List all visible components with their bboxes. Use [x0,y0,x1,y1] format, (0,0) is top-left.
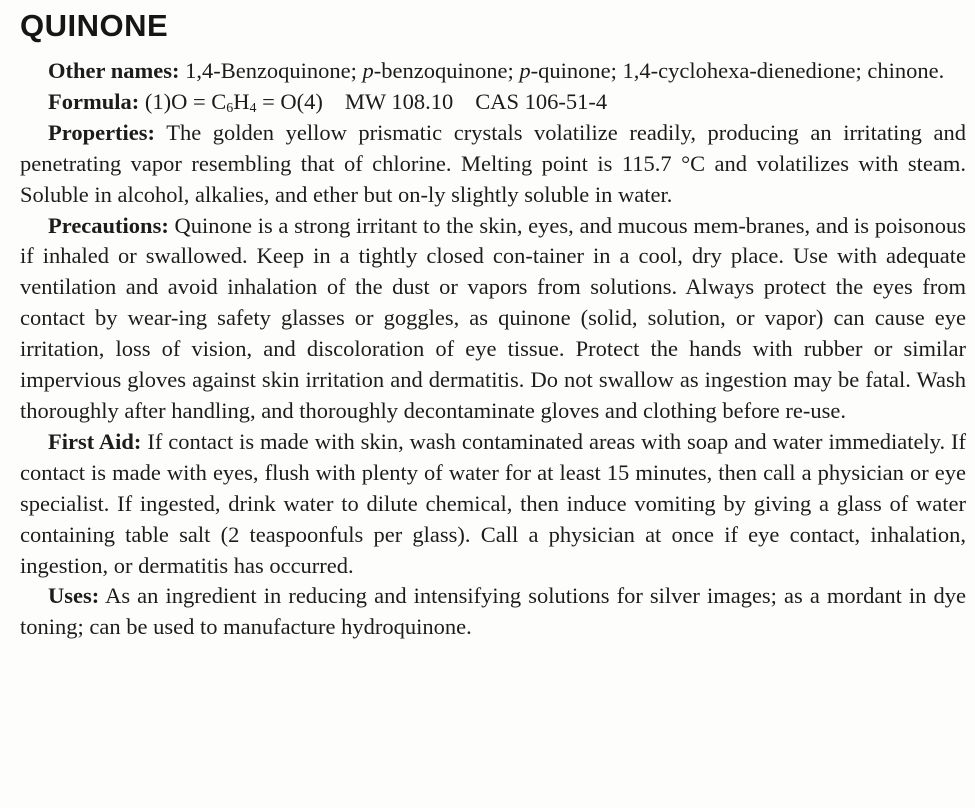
properties-text: The golden yellow prismatic crystals volatilize readily, producing an irritating and penetrating vapor resembling that of chlorine. Melting point is 115.7 °C and volatilizes with steam. Soluble in alcohol, alkalies, and ether but on-ly slightly soluble in water. [20,119,966,207]
entry-title: QUINONE [20,8,169,43]
uses-label: Uses: [48,583,100,609]
other-names-paragraph [20,56,966,87]
precautions-text: Quinone is a strong irritant to the skin, eyes, and mucous mem-branes, and is poisonous if inhaled or swallowed. Keep in a tightly closed con-tainer in a cool, dry place. Use with adequate ventilation and avoid inhalation of the dust or vapors from solutions. Always protect the eyes from contact by wear-ing safety glasses or goggles, as quinone (solid, solution, or vapor) can cause eye irritation, loss of vision, and discoloration of eye tissue. Protect the hands with rubber or similar impervious gloves against skin irritation and dermatitis. Do not swallow as ingestion may be fatal. Wash thoroughly after handling, and thoroughly decontaminate gloves and clothing before re-use. [20,212,966,423]
formula-subscript-carbon: 6 [226,100,234,116]
formula-label: Formula: [48,88,140,114]
formula-prefix: (1)O = C [139,88,227,114]
other-names-text-1: 1,4-Benzoquinone; [179,58,363,83]
other-names-para-prefix-2: p [519,58,531,83]
other-names-text-3: -quinone; 1,4-cyclohexa-dienedione; chinone. [530,58,945,83]
molecular-weight: MW 108.10 [344,88,454,114]
formula-middle: H [233,88,250,114]
entry-body [20,56,966,643]
precautions-paragraph [20,211,966,427]
first-aid-text: If contact is made with skin, wash contaminated areas with soap and water immediately. If contact is made with eyes, flush with plenty of water for at least 15 minutes, then call a physician or eye specialist. If ingested, drink water to dilute chemical, then induce vomiting by giving a glass of water containing table salt (2 teaspoonfuls per glass). Call a physician at once if eye contact, inhalation, ingestion, or dermatitis has occurred. [20,428,966,578]
uses-paragraph [20,581,966,643]
uses-text: As an ingredient in reducing and intensifying solutions for silver images; as a mordant in dye toning; can be used to manufacture hydroquinone. [20,583,966,640]
properties-label: Properties: [48,119,156,145]
first-aid-paragraph [20,427,966,582]
formula-suffix: = O(4) [256,88,323,114]
other-names-para-prefix-1: p [362,58,374,83]
cas-number: CAS 106-51-4 [475,88,608,114]
properties-paragraph [20,118,966,211]
first-aid-label: First Aid: [48,428,142,454]
precautions-label: Precautions: [48,212,169,238]
formula-subscript-hydrogen: 4 [249,100,257,116]
formula-paragraph [20,87,966,118]
other-names-label: Other names: [48,58,180,83]
other-names-text-2: -benzoquinone; [373,58,520,83]
